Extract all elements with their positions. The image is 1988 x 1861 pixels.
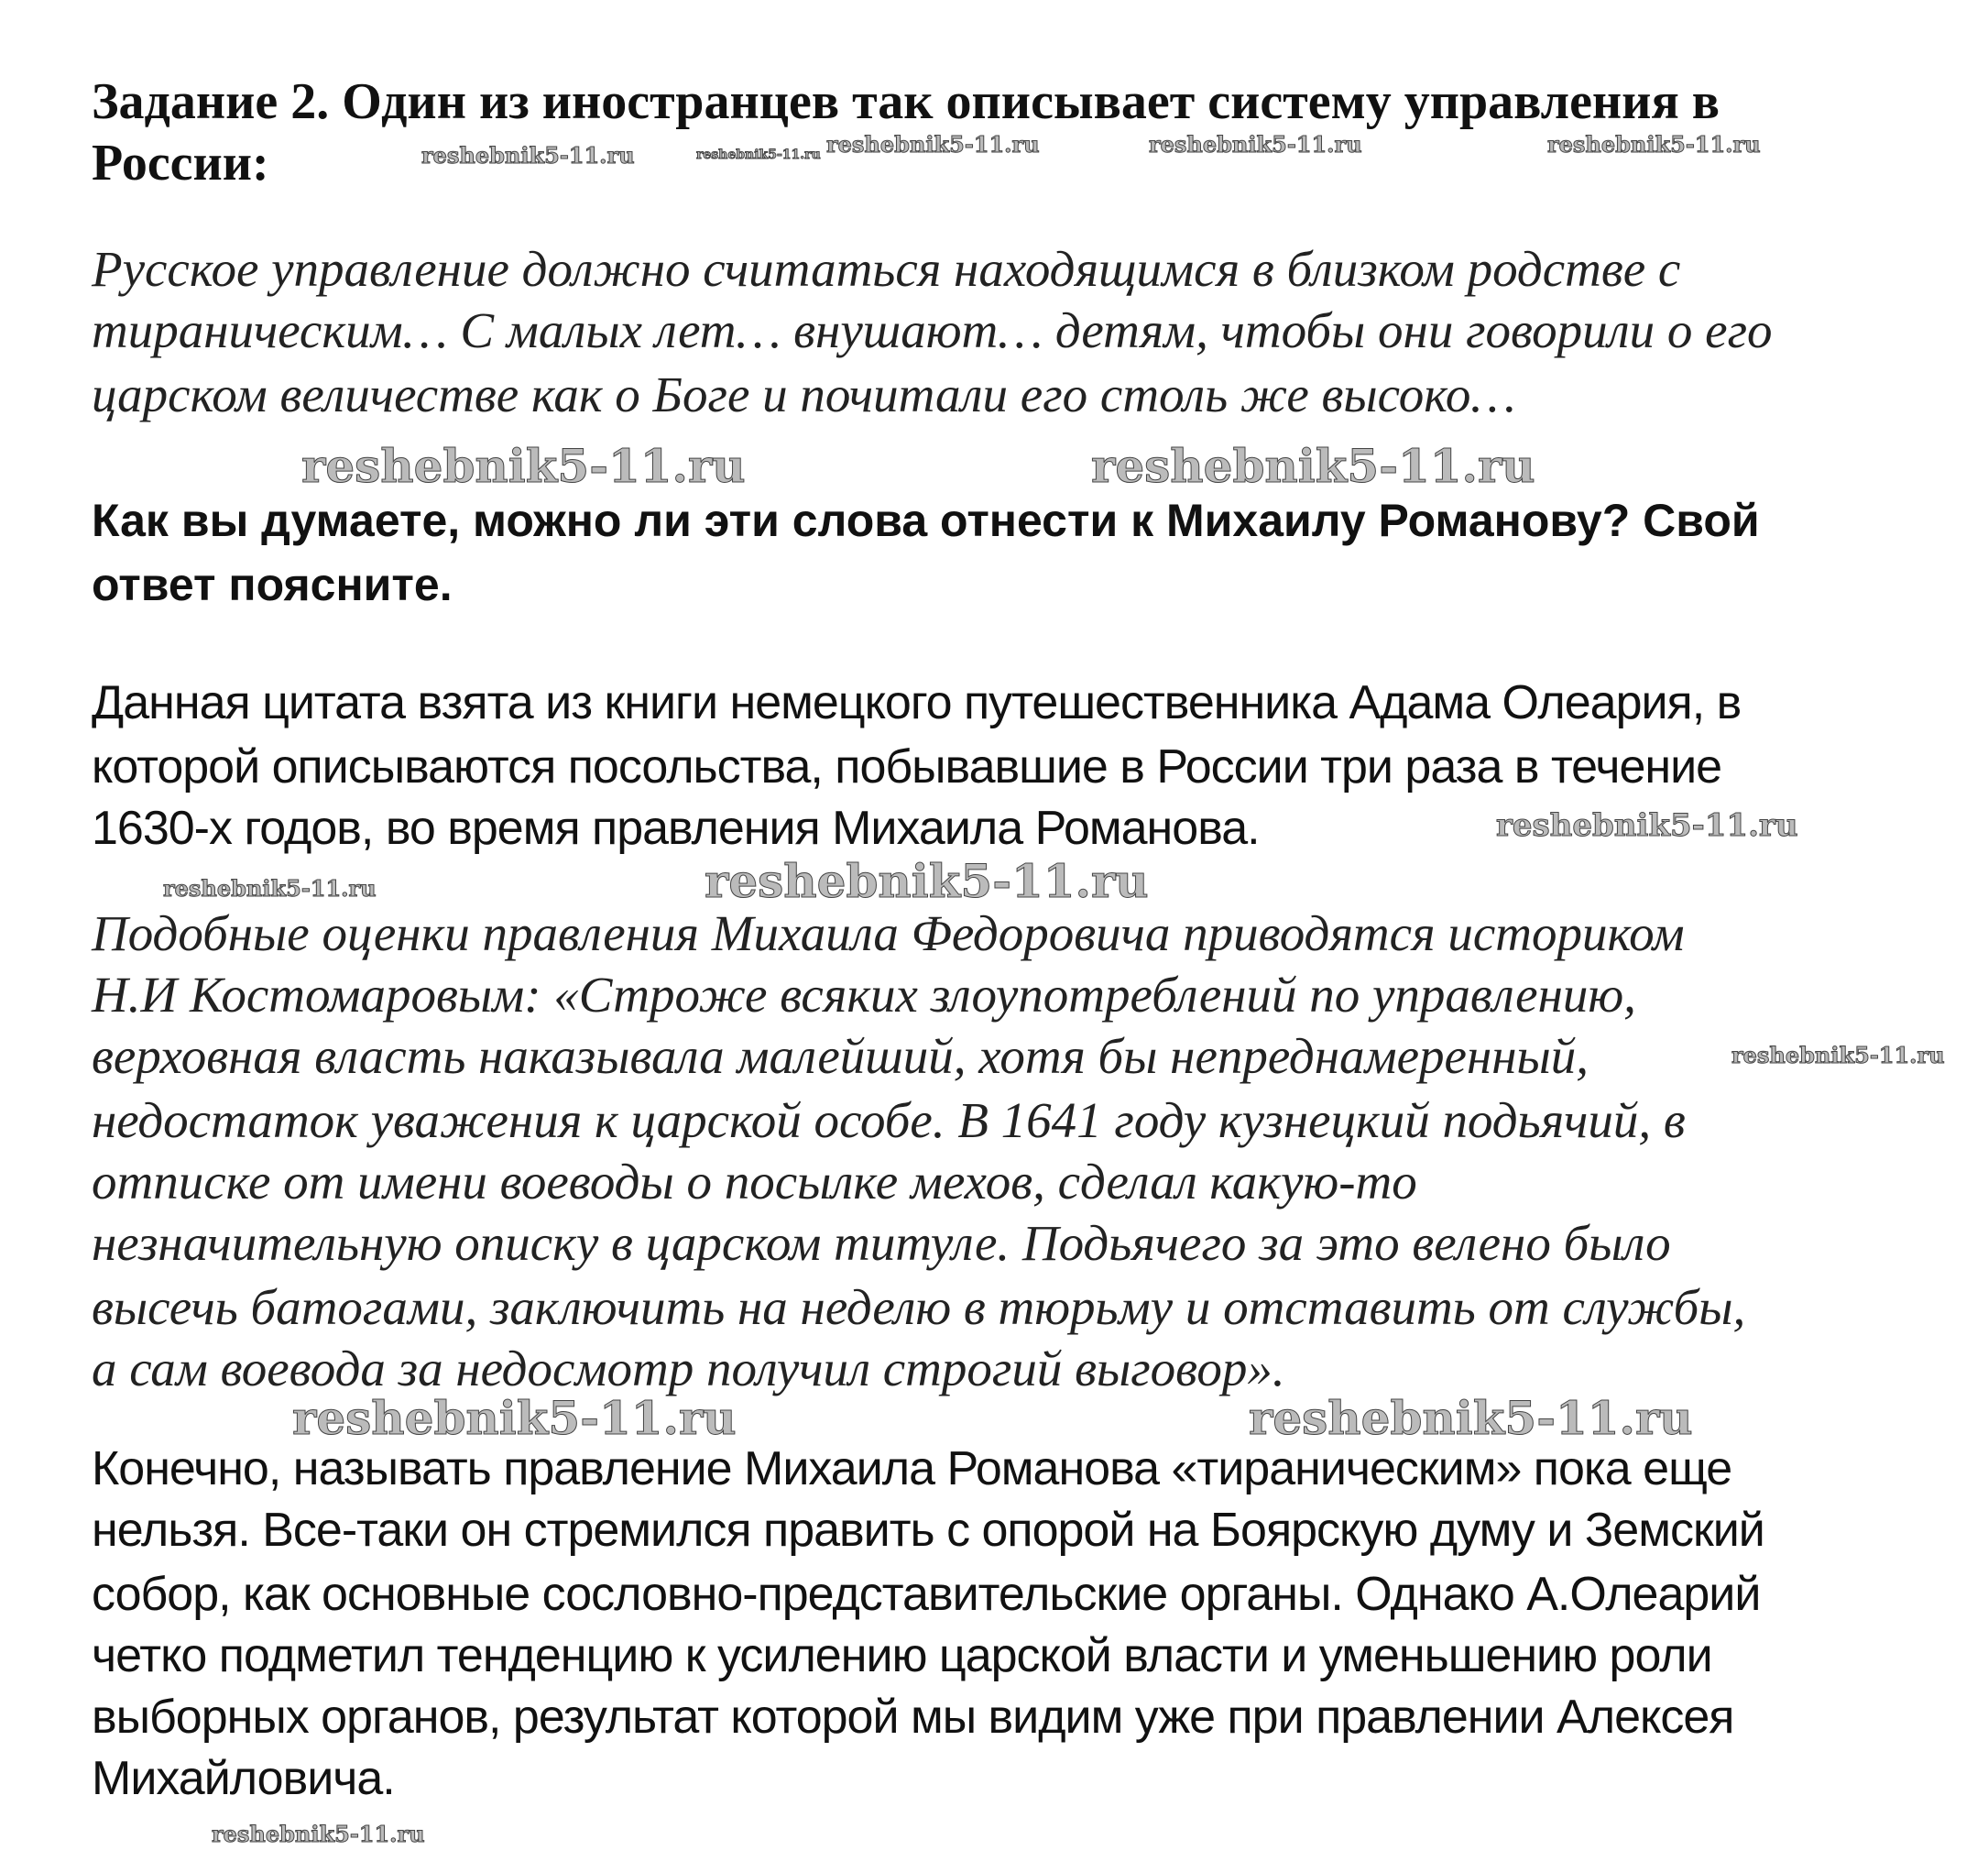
watermark: reshebnik5-11.ru [421, 142, 635, 169]
watermark: reshebnik5-11.ru [301, 439, 746, 493]
quote-line: тираническим… С малых лет… внушают… детям, чтобы они говорили о его [92, 302, 1773, 358]
watermark: reshebnik5-11.ru [1731, 1042, 1945, 1068]
watermark: reshebnik5-11.ru [1249, 1391, 1693, 1445]
conclusion-line: Михайловича. [92, 1752, 395, 1805]
citation-line: незначительную описку в царском титуле. Подьячего за это велено было [92, 1215, 1671, 1271]
quote-line: Русское управление должно считаться находящимся в близком родстве с [92, 241, 1681, 297]
question-line: Как вы думаете, можно ли эти слова отнести к Михаилу Романову? Свой [92, 495, 1760, 546]
watermark: reshebnik5-11.ru [1091, 439, 1535, 493]
answer-line: 1630-х годов, во время правления Михаила Романова. [92, 802, 1260, 855]
conclusion-line: нельзя. Все-таки он стремился править с опорой на Боярскую думу и Земский [92, 1504, 1764, 1557]
answer-line: которой описываются посольства, побывавшие в России три раза в течение [92, 740, 1722, 794]
conclusion-line: четко подметил тенденцию к усилению царской власти и уменьшению роли [92, 1629, 1712, 1682]
watermark: reshebnik5-11.ru [1547, 131, 1761, 158]
citation-line: а сам воевода за недосмотр получил строгий выговор». [92, 1341, 1285, 1396]
conclusion-line: собор, как основные сословно-представительские органы. Однако А.Олеарий [92, 1568, 1761, 1621]
task-title: Задание 2. Один из иностранцев так описывает систему управления в [92, 73, 1720, 130]
conclusion-line: Конечно, называть правление Михаила Романова «тираническим» пока еще [92, 1442, 1732, 1495]
question-line: ответ поясните. [92, 559, 453, 610]
citation-line: Подобные оценки правления Михаила Федоровича приводятся историком [92, 905, 1685, 961]
watermark: reshebnik5-11.ru [696, 148, 821, 162]
watermark: reshebnik5-11.ru [1496, 807, 1798, 844]
citation-line: верховная власть наказывала малейший, хотя бы непреднамеренный, [92, 1028, 1589, 1084]
citation-line: отписке от имени воеводы о посылке мехов, сделал какую-то [92, 1154, 1417, 1210]
citation-line: высечь батогами, заключить на неделю в тюрьму и отставить от службы, [92, 1279, 1746, 1335]
watermark: reshebnik5-11.ru [292, 1391, 737, 1445]
citation-line: Н.И Костомаровым: «Строже всяких злоупотреблений по управлению, [92, 967, 1636, 1023]
task-title: России: [92, 135, 269, 192]
watermark: reshebnik5-11.ru [212, 1821, 425, 1847]
watermark: reshebnik5-11.ru [1149, 131, 1362, 158]
answer-line: Данная цитата взята из книги немецкого путешественника Адама Олеария, в [92, 676, 1742, 729]
watermark: reshebnik5-11.ru [705, 854, 1149, 908]
watermark: reshebnik5-11.ru [163, 875, 377, 902]
citation-line: недостаток уважения к царской особе. В 1641 году кузнецкий подьячий, в [92, 1092, 1686, 1148]
conclusion-line: выборных органов, результат которой мы видим уже при правлении Алексея [92, 1691, 1734, 1744]
quote-line: царском величестве как о Боге и почитали его столь же высоко… [92, 367, 1516, 422]
watermark: reshebnik5-11.ru [826, 131, 1040, 158]
